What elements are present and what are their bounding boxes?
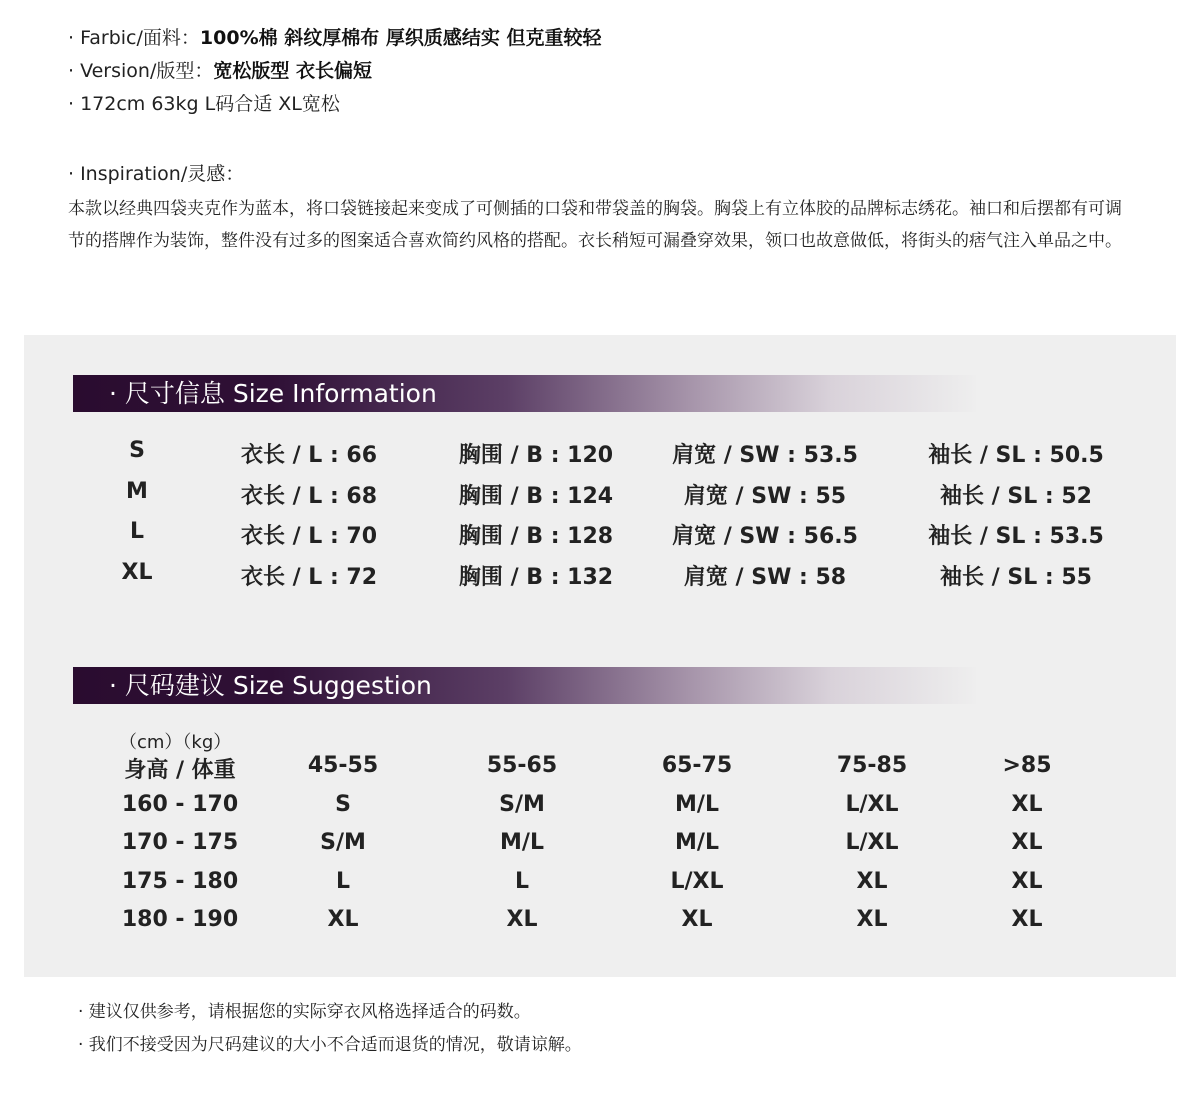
size-row	[73, 519, 1123, 560]
measurement-cell: 胸围 / B : 132	[458, 564, 614, 590]
size-information-title: · 尺寸信息 Size Information	[109, 379, 437, 408]
size-row	[73, 560, 1123, 601]
size-cell: L	[514, 868, 530, 894]
size-cell: 75-85	[836, 753, 908, 778]
size-suggestion-table	[73, 753, 1123, 946]
size-panel	[24, 335, 1176, 977]
measurement-cell: 胸围 / B : 120	[458, 443, 614, 468]
size-information-table	[73, 438, 1123, 600]
units-label: （cm）（kg）	[119, 732, 232, 753]
measurement-cell: 袖长 / SL : 55	[940, 564, 1092, 590]
size-cell: XL	[856, 868, 888, 894]
size-cell: XL	[1011, 868, 1043, 894]
measurement-cell: 袖长 / SL : 53.5	[928, 524, 1104, 549]
height-cell: 175 - 180	[121, 868, 239, 894]
size-label: M	[126, 478, 148, 504]
size-label: S	[129, 438, 145, 463]
fit-line: · 172cm 63kg L码合适 XL宽松	[68, 93, 340, 115]
measurement-cell: 衣长 / L : 68	[240, 483, 378, 509]
size-cell: M/L	[675, 791, 719, 817]
size-cell: M/L	[675, 830, 719, 855]
size-cell: M/L	[500, 830, 544, 855]
fabric-line	[68, 22, 1138, 55]
measurement-cell: 衣长 / L : 70	[240, 524, 378, 549]
suggestion-row	[73, 830, 1123, 869]
inspiration-text: 本款以经典四袋夹克作为蓝本，将口袋链接起来变成了可侧插的口袋和带袋盖的胸袋。胸袋上有立体胶的品牌标志绣花。袖口和后摆都有可调节的搭牌作为装饰，整件没有过多的图案适合喜欢简约风格的搭配。衣长稍短可漏叠穿效果，领口也故意做低，将街头的痞气注入单品之中。	[68, 199, 1122, 251]
inspiration-label: · Inspiration/灵感：	[68, 163, 245, 185]
measurement-cell: 衣长 / L : 66	[240, 443, 378, 468]
measurement-cell: 袖长 / SL : 52	[940, 483, 1092, 509]
size-cell: L	[335, 868, 351, 894]
size-label: L	[129, 519, 145, 544]
height-cell: 160 - 170	[121, 791, 239, 817]
size-cell: S/M	[499, 791, 545, 817]
measurement-cell: 胸围 / B : 124	[458, 483, 614, 509]
size-cell: 65-75	[661, 753, 733, 778]
height-cell: 身高 / 体重	[124, 758, 236, 783]
suggestion-header-row	[73, 753, 1123, 792]
size-suggestion-header	[73, 667, 976, 704]
measurement-cell: 胸围 / B : 128	[458, 524, 614, 549]
size-cell: S	[335, 791, 351, 817]
size-cell: >85	[1002, 753, 1052, 778]
size-row	[73, 479, 1123, 520]
note-line: · 我们不接受因为尺码建议的大小不合适而退货的情况，敬请谅解。	[78, 1035, 582, 1055]
measurement-cell: 衣长 / L : 72	[240, 564, 378, 590]
size-cell: XL	[1011, 830, 1043, 855]
measurement-cell: 肩宽 / SW : 58	[683, 564, 847, 590]
version-value: 宽松版型 衣长偏短	[213, 60, 372, 82]
height-cell: 170 - 175	[121, 830, 239, 855]
size-cell: L/XL	[670, 868, 724, 894]
note-line: · 建议仅供参考，请根据您的实际穿衣风格选择适合的码数。	[78, 1002, 531, 1022]
version-label: · Version/版型：	[68, 60, 214, 82]
size-cell: XL	[327, 907, 359, 932]
size-cell: 45-55	[307, 753, 379, 778]
size-cell: XL	[681, 907, 713, 932]
size-suggestion-title: · 尺码建议 Size Suggestion	[109, 671, 432, 700]
size-label: XL	[121, 559, 153, 585]
product-intro	[68, 22, 1138, 257]
suggestion-row	[73, 907, 1123, 946]
size-row	[73, 438, 1123, 479]
size-cell: XL	[1011, 791, 1043, 817]
height-cell: 180 - 190	[121, 907, 239, 932]
suggestion-row	[73, 792, 1123, 831]
size-cell: S/M	[320, 830, 366, 855]
size-cell: XL	[1011, 907, 1043, 932]
size-cell: XL	[856, 907, 888, 932]
size-cell: 55-65	[486, 753, 558, 778]
measurement-cell: 肩宽 / SW : 53.5	[672, 443, 858, 468]
size-cell: XL	[506, 907, 538, 932]
measurement-cell: 肩宽 / SW : 55	[683, 483, 847, 509]
size-cell: L/XL	[845, 791, 899, 817]
size-information-header	[73, 375, 976, 412]
notes	[78, 996, 582, 1062]
measurement-cell: 袖长 / SL : 50.5	[928, 443, 1104, 468]
version-line	[68, 55, 1138, 88]
measurement-cell: 肩宽 / SW : 56.5	[672, 524, 858, 549]
suggestion-row	[73, 869, 1123, 908]
size-cell: L/XL	[845, 830, 899, 855]
fabric-label: · Farbic/面料：	[68, 27, 200, 49]
fabric-value: 100%棉 斜纹厚棉布 厚织质感结实 但克重较轻	[199, 27, 602, 49]
